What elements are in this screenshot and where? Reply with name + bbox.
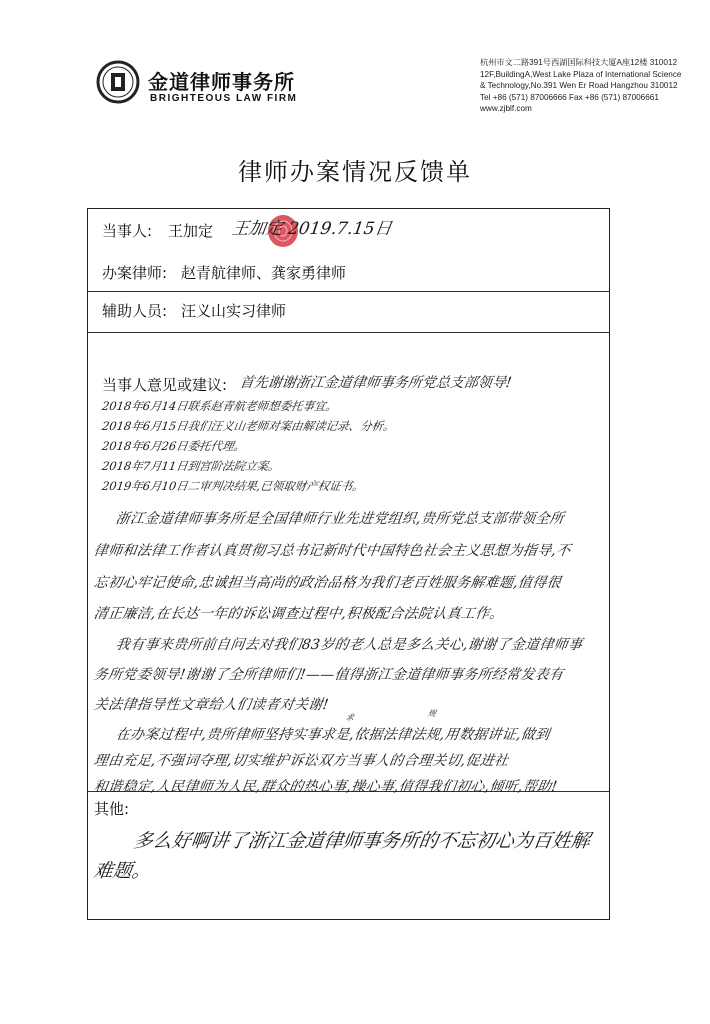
client-label: 当事人: (102, 222, 153, 240)
address-line: www.zjblf.com (480, 104, 532, 114)
row-divider (88, 332, 609, 333)
opinion-insertion: 求 (345, 713, 355, 722)
opinion-line: 2019年6月10日二审判决结果,已领取财产权证书。 (101, 479, 365, 493)
opinion-line: 我有事来贵所前自问去对我们83岁的老人总是多么关心,谢谢了金道律师事 (114, 637, 584, 653)
firm-logo (96, 60, 140, 104)
opinion-label: 当事人意见或建议: (102, 376, 228, 394)
address-line: 杭州市文二路391号西湖国际科技大厦A座12楼 310012 (480, 58, 678, 67)
client-signature-date: 王加定 2019.7.15日 (230, 219, 393, 239)
opinion-line: 2018年6月15日我们汪义山老师对案由解读记录、分析。 (101, 419, 396, 433)
address-line: 12F,BuildingA,West Lake Plaza of International Science (480, 69, 682, 79)
client-name: 王加定 (168, 222, 214, 240)
opinion-line: 和谐稳定,人民律师为人民,群众的热心事,操心事,值得我们初心,倾听,帮助! (92, 779, 559, 795)
firm-address (480, 57, 705, 115)
opinion-line: 务所党委领导!谢谢了全所律师们!——值得浙江金道律师事务所经常发表有 (92, 667, 565, 683)
address-line: Tel +86 (571) 87006666 Fax +86 (571) 87006661 (480, 92, 659, 102)
lawyer-label: 办案律师: (102, 264, 168, 282)
other-line: 难题。 (92, 860, 153, 882)
row-divider (88, 291, 609, 292)
address-line: & Technology,No.391 Wen Er Road Hangzhou 310012 (480, 81, 678, 91)
opinion-line: 浙江金道律师事务所是全国律师行业先进党组织,贵所党总支部带领全所 (114, 511, 566, 527)
assistant-names: 汪义山实习律师 (181, 302, 287, 320)
opinion-line: 律师和法律工作者认真贯彻习总书记新时代中国特色社会主义思想为指导,不 (92, 543, 572, 559)
opinion-line: 关法律指导性文章给人们读者对关谢! (92, 697, 330, 713)
opinion-line: 在办案过程中,贵所律师坚持实事求是,依据法律法规,用数据讲证,做到 (114, 727, 551, 743)
opinion-line: 2018年6月26日委托代理。 (101, 439, 247, 453)
opinion-line: 2018年7月11日到宫阶法院立案。 (101, 459, 281, 473)
firm-name-en: BRIGHTEOUS LAW FIRM (150, 93, 298, 104)
lawyer-names: 赵青航律师、龚家勇律师 (181, 264, 347, 282)
opinion-line: 清正廉洁,在长达一年的诉讼调查过程中,积极配合法院认真工作。 (92, 606, 505, 622)
opinion-line: 忘初心牢记使命,忠诚担当高尚的政治品格为我们老百姓服务解难题,值得很 (92, 575, 563, 591)
firm-name-cn: 金道律师事务所 (148, 70, 295, 94)
opinion-insertion: 规 (427, 709, 437, 718)
opinion-line: 首先谢谢浙江金道律师事务所党总支部领导! (238, 375, 513, 391)
assistant-label: 辅助人员: (102, 302, 168, 320)
other-label: 其他: (94, 800, 130, 818)
opinion-line: 2018年6月14日联系赵青航老师想委托事宜。 (101, 399, 339, 413)
form-title: 律师办案情况反馈单 (238, 158, 472, 186)
opinion-line: 理由充足,不强词夺理,切实维护诉讼双方当事人的合理关切,促进社 (92, 753, 510, 769)
other-line: 多么好啊讲了浙江金道律师事务所的不忘初心为百姓解 (132, 830, 592, 852)
